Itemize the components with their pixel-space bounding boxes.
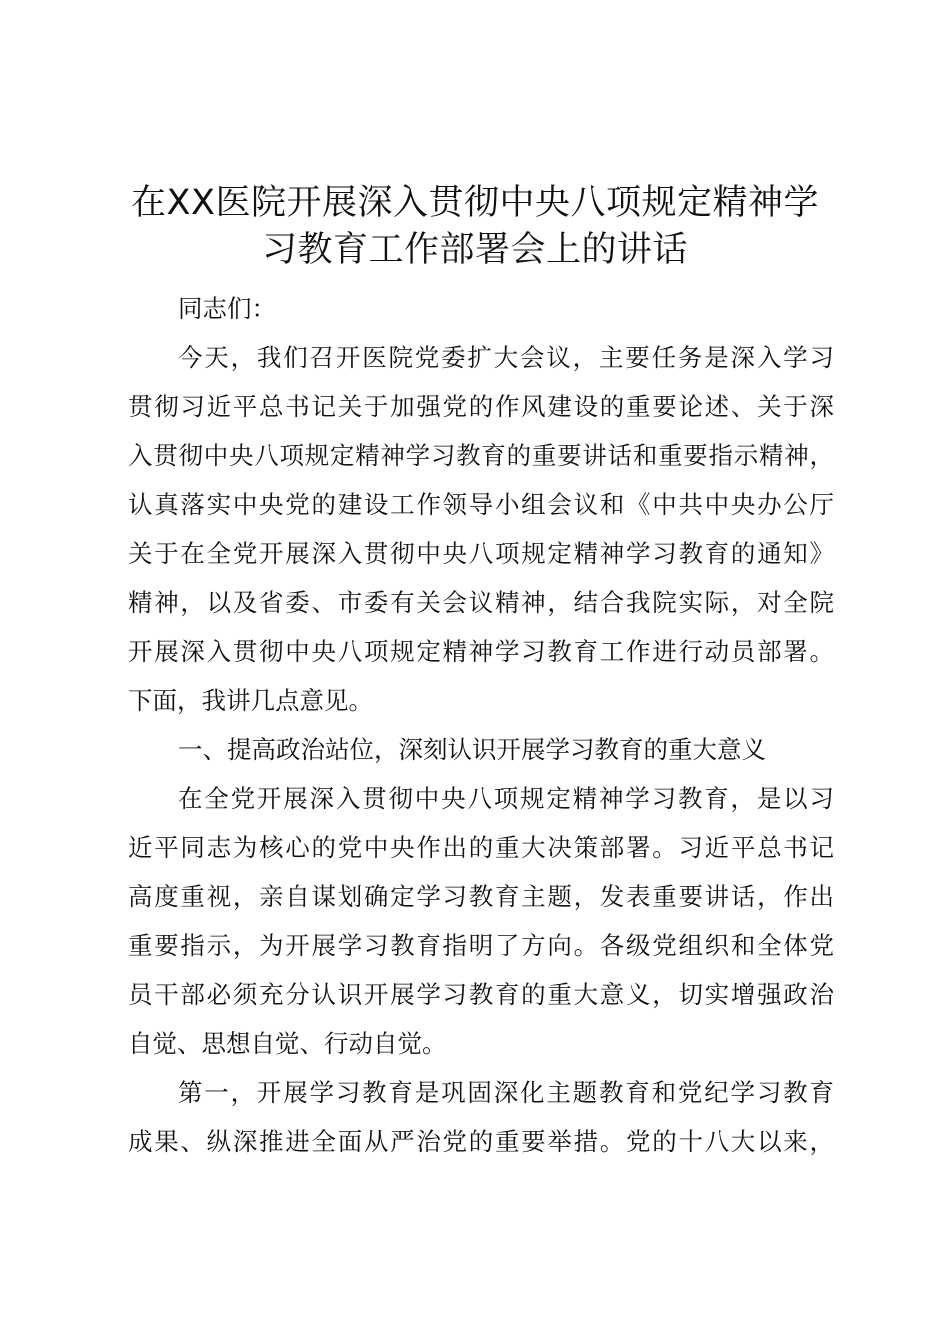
- text-line: 成果、纵深推进全面从严治党的重要举措。党的十八大以来，: [128, 1127, 834, 1156]
- text-line: 下面，我讲几点意见。: [128, 686, 373, 715]
- text-line: 一、提高政治站位，深刻认识开展学习教育的重大意义: [178, 735, 766, 764]
- title-line-1: 在XX医院开展深入贯彻中央八项规定精神学: [131, 183, 819, 223]
- text-line: 第一，开展学习教育是巩固深化主题教育和党纪学习教育: [178, 1078, 834, 1107]
- text-line: 高度重视，亲自谋划确定学习教育主题，发表重要讲话，作出: [128, 882, 834, 911]
- text-line: 自觉、思想自觉、行动自觉。: [128, 1029, 447, 1058]
- section-heading: [128, 725, 834, 774]
- document-body: [128, 284, 834, 1166]
- paragraph-first-point: [128, 1068, 834, 1166]
- text-line: 员干部必须充分认识开展学习教育的重大意义，切实增强政治: [128, 980, 834, 1009]
- text-line: 认真落实中央党的建设工作领导小组会议和《中共中央办公厅: [128, 490, 834, 519]
- salutation: [128, 284, 834, 333]
- paragraph-significance: [128, 774, 834, 1068]
- text-line: 重要指示，为开展学习教育指明了方向。各级党组织和全体党: [128, 931, 834, 960]
- text-line: 入贯彻中央八项规定精神学习教育的重要讲话和重要指示精神，: [128, 441, 834, 470]
- text-line: 在全党开展深入贯彻中央八项规定精神学习教育，是以习: [178, 784, 834, 813]
- paragraph-opening: [128, 333, 834, 725]
- text-line: 近平同志为核心的党中央作出的重大决策部署。习近平总书记: [128, 833, 834, 862]
- text-line: 开展深入贯彻中央八项规定精神学习教育工作进行动员部署。: [128, 637, 834, 666]
- text-line: 同志们：: [178, 294, 276, 323]
- text-line: 关于在全党开展深入贯彻中央八项规定精神学习教育的通知》: [128, 539, 834, 568]
- text-line: 今天，我们召开医院党委扩大会议，主要任务是深入学习: [178, 343, 834, 372]
- document-title: [110, 180, 840, 274]
- text-line: 精神，以及省委、市委有关会议精神，结合我院实际，对全院: [128, 588, 834, 617]
- text-line: 贯彻习近平总书记关于加强党的作风建设的重要论述、关于深: [128, 392, 834, 421]
- title-line-2: 习教育工作部署会上的讲话: [261, 230, 688, 270]
